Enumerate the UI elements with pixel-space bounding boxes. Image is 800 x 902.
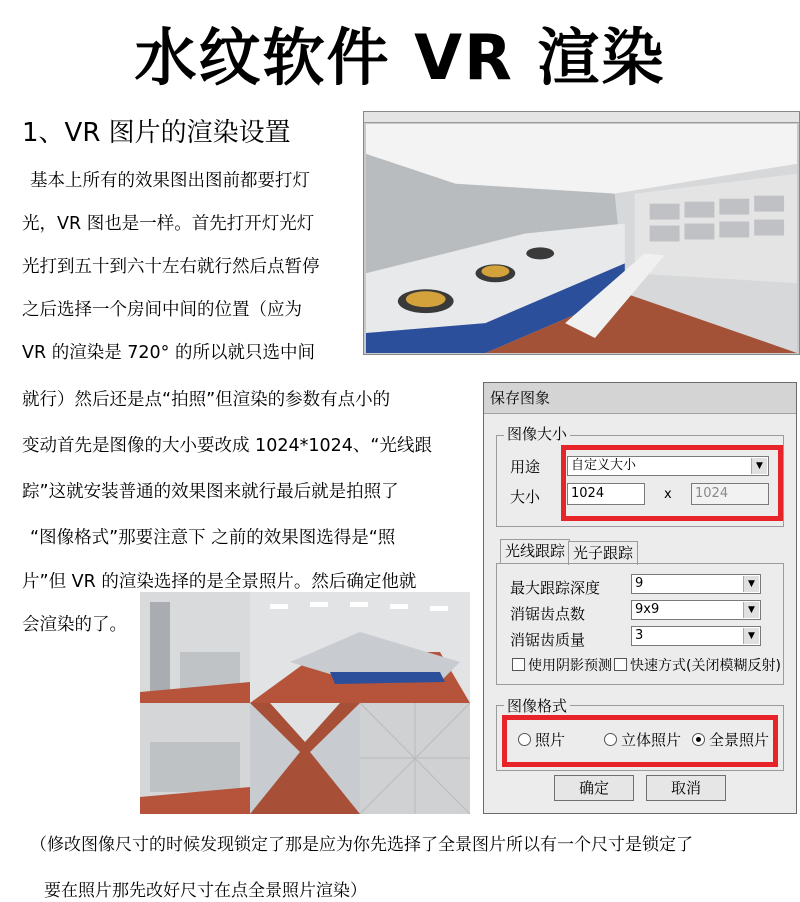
tab-raytrace[interactable]: 光线跟踪 (500, 539, 570, 563)
checkbox-icon[interactable] (512, 658, 525, 671)
paragraph-line: “图像格式”那要注意下 之前的效果图选得是“照 (30, 528, 396, 548)
max-depth-select[interactable] (631, 574, 761, 594)
paragraph-line: 会渲染的了。 (22, 615, 127, 635)
max-depth-label: 最大跟踪深度 (510, 579, 601, 597)
chevron-down-icon[interactable]: ▼ (743, 576, 759, 592)
paragraph-line: 光打到五十到六十左右就行然后点暂停 (22, 257, 320, 277)
kitchen-render-image (366, 124, 797, 353)
aa-points-value: 9x9 (635, 602, 660, 617)
radio-icon[interactable] (604, 733, 617, 746)
radio-pano-label: 全景照片 (709, 731, 770, 749)
dialog-title: 保存图象 (484, 383, 796, 414)
paragraph-line: 变动首先是图像的大小要改成 1024*1024、“光线跟 (22, 436, 432, 456)
width-input[interactable]: 1024 (567, 483, 645, 505)
paragraph-line: 踪”这就安装普通的效果图来就行最后就是拍照了 (22, 482, 399, 502)
tab-photon[interactable]: 光子跟踪 (568, 541, 638, 565)
radio-selected-icon[interactable] (692, 733, 705, 746)
chevron-down-icon[interactable]: ▼ (751, 458, 767, 474)
checkbox-icon[interactable] (614, 658, 627, 671)
panorama-render-image (140, 592, 470, 814)
size-group-title: 图像大小 (504, 423, 570, 444)
paragraph-line: 片”但 VR 的渲染选择的是全景照片。然后确定他就 (22, 572, 417, 592)
footnote-line: 要在照片那先改好尺寸在点全景照片渲染） (44, 881, 367, 901)
cancel-button[interactable]: 取消 (646, 775, 726, 801)
aa-quality-select[interactable] (631, 626, 761, 646)
highlight-box (561, 445, 783, 521)
paragraph-line: 光，VR 图也是一样。首先打开灯光灯 (22, 214, 315, 234)
paragraph-line: 就行）然后还是点“拍照”但渲染的参数有点小的 (22, 390, 391, 410)
fast-mode-checkbox[interactable] (614, 655, 781, 675)
fast-mode-label: 快速方式(关闭模糊反射) (630, 658, 781, 674)
chevron-down-icon[interactable]: ▼ (743, 602, 759, 618)
shadow-preview-label: 使用阴影预测 (528, 658, 612, 674)
max-depth-value: 9 (635, 576, 644, 591)
aa-quality-value: 3 (635, 628, 644, 643)
format-group-title: 图像格式 (504, 695, 570, 716)
radio-stereo[interactable] (604, 729, 681, 750)
aa-points-label: 消锯齿点数 (510, 605, 586, 623)
save-image-dialog (483, 382, 797, 814)
size-label: 大小 (510, 488, 541, 506)
radio-stereo-label: 立体照片 (621, 731, 682, 749)
toolbar (364, 112, 799, 123)
aa-quality-label: 消锯齿质量 (510, 631, 586, 649)
section-heading: 1、VR 图片的渲染设置 (22, 118, 291, 148)
height-input: 1024 (691, 483, 769, 505)
page-title: 水纹软件 VR 渲染 (134, 21, 666, 94)
radio-icon[interactable] (518, 733, 531, 746)
radio-pano[interactable] (692, 729, 769, 750)
aa-points-select[interactable] (631, 600, 761, 620)
use-select-value: 自定义大小 (571, 458, 637, 473)
radio-photo-label: 照片 (535, 731, 566, 749)
use-label: 用途 (510, 458, 541, 476)
paragraph-line: VR 的渲染是 720° 的所以就只选中间 (22, 343, 315, 363)
chevron-down-icon[interactable]: ▼ (743, 628, 759, 644)
radio-photo[interactable] (518, 729, 565, 750)
times-sign: x (664, 487, 672, 502)
paragraph-line: 基本上所有的效果图出图前都要打灯 (30, 171, 310, 191)
software-screenshot (363, 111, 800, 355)
footnote-line: （修改图像尺寸的时候发现锁定了那是应为你先选择了全景图片所以有一个尺寸是锁定了 (30, 835, 693, 855)
shadow-preview-checkbox[interactable] (512, 655, 612, 675)
ok-button[interactable]: 确定 (554, 775, 634, 801)
paragraph-line: 之后选择一个房间中间的位置（应为 (22, 300, 302, 320)
